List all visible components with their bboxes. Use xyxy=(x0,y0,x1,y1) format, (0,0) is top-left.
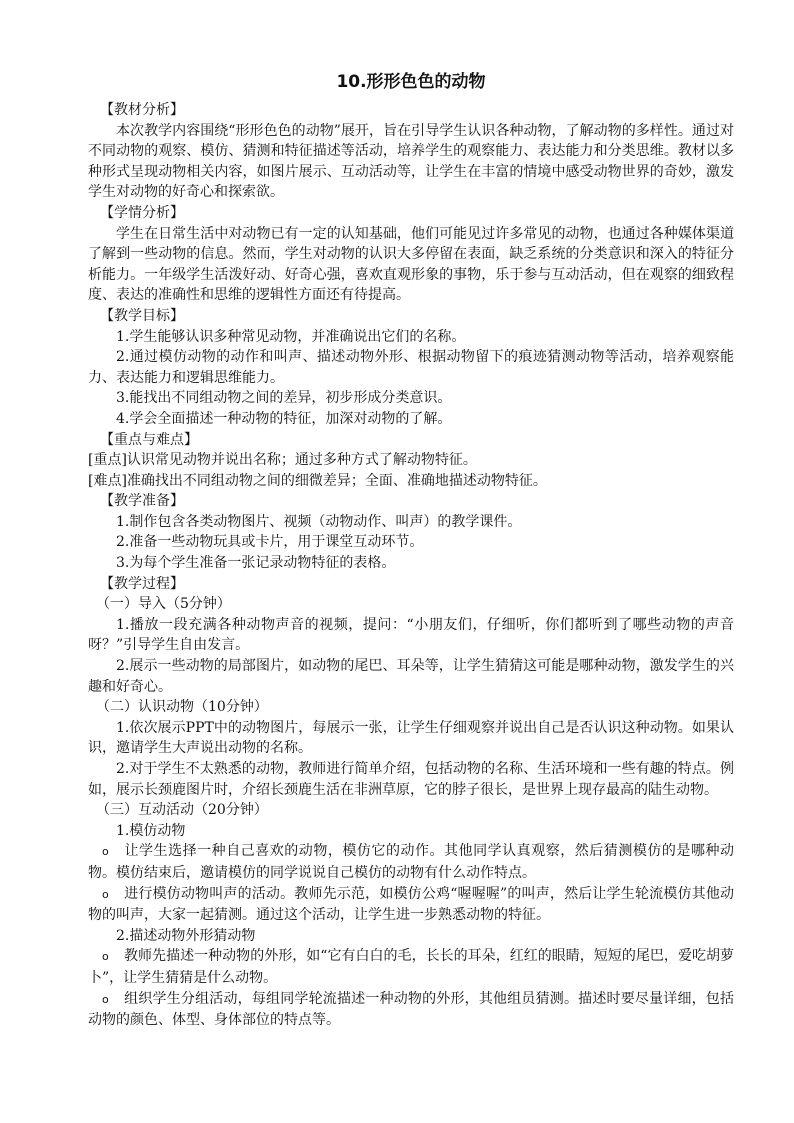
section-heading: 【重点与难点】 xyxy=(100,431,198,448)
subsection-title: （三）互动活动（20分钟） xyxy=(96,802,268,819)
list-item: 2.通过模仿动物的动作和叫声、描述动物外形、根据动物留下的痕迹猜测动物等活动，培养观察能力、表达能力和逻辑思维能力。 xyxy=(88,349,734,386)
list-item: 4.学会全面描述一种动物的特征，加深对动物的了解。 xyxy=(116,410,452,427)
bullet-item xyxy=(88,841,734,883)
activity-title: 2.描述动物外形猜动物 xyxy=(116,927,256,944)
key-point: [重点]认识常见动物并说出名称；通过多种方式了解动物特征。 xyxy=(88,452,477,469)
bullet-text: 组织学生分组活动，每组同学轮流描述一种动物的外形，其他组员猜测。描述时要尽量详细，包括动物的颜色、体型、身体部位的特点等。 xyxy=(88,990,734,1029)
section-heading: 【教学准备】 xyxy=(100,493,184,510)
section-heading: 【教材分析】 xyxy=(100,102,184,118)
bullet-marker: o xyxy=(102,887,109,901)
list-item: 1.制作包含各类动物图片、视频（动物动作、叫声）的教学课件。 xyxy=(116,513,522,530)
bullet-text: 让学生选择一种自己喜欢的动物，模仿它的动作。其他同学认真观察，然后猜测模仿的是哪种动物。模仿结束后，邀请模仿的同学说说自己模仿的动物有什么动作特点。 xyxy=(88,843,734,881)
subsection-title: （二）认识动物（10分钟） xyxy=(96,699,268,716)
bullet-text: 教师先描述一种动物的外形，如“它有白白的毛，长长的耳朵，红红的眼睛，短短的尾巴，爱吃胡萝卜”，让学生猜猜是什么动物。 xyxy=(88,948,734,986)
list-item: 2.准备一些动物玩具或卡片，用于课堂互动环节。 xyxy=(116,534,424,551)
bullet-item xyxy=(88,946,734,988)
list-item: 1.播放一段充满各种动物声音的视频，提问：“小朋友们，仔细听，你们都听到了哪些动物的声音呀？”引导学生自由发言。 xyxy=(88,616,734,654)
section-heading: 【教学目标】 xyxy=(100,307,184,324)
bullet-item xyxy=(88,884,734,926)
list-item: 1.学生能够认识多种常见动物，并准确说出它们的名称。 xyxy=(116,328,466,345)
document-title: 10.形形色色的动物 xyxy=(336,72,486,92)
bullet-item xyxy=(88,989,734,1031)
difficult-point: [难点]准确找出不同组动物之间的细微差异；全面、准确地描述动物特征。 xyxy=(88,472,547,489)
list-item: 1.依次展示PPT中的动物图片，每展示一张，让学生仔细观察并说出自己是否认识这种动物。如果认识，邀请学生大声说出动物的名称。 xyxy=(88,719,734,757)
section-heading: 【教学过程】 xyxy=(100,575,184,592)
section-heading: 【学情分析】 xyxy=(100,204,184,221)
activity-title: 1.模仿动物 xyxy=(116,822,186,839)
list-item: 3.能找出不同组动物之间的差异，初步形成分类意识。 xyxy=(116,390,452,407)
list-item: 2.展示一些动物的局部图片，如动物的尾巴、耳朵等，让学生猜猜这可能是哪种动物，激发学生的兴趣和好奇心。 xyxy=(88,658,734,695)
subsection-title: （一）导入（5分钟） xyxy=(96,596,231,613)
list-item: 2.对于学生不太熟悉的动物，教师进行简单介绍，包括动物的名称、生活环境和一些有趣的特点。例如，展示长颈鹿图片时，介绍长颈鹿生活在非洲草原，它的脖子很长，是世界上现存最高的陆生动物。 xyxy=(88,761,734,798)
paragraph: 本次教学内容围绕“形形色色的动物”展开，旨在引导学生认识各种动物，了解动物的多样性。通过对不同动物的观察、模仿、猜测和特征描述等活动，培养学生的观察能力、表达能力和分类思维。教材以多种形式呈现动物相关内容，如图片展示、互动活动等，让学生在丰富的情境中感受动物世界的奇妙，激发学生对动物的好奇心和探索欲。 xyxy=(88,122,734,201)
bullet-marker: o xyxy=(102,845,109,859)
paragraph: 学生在日常生活中对动物已有一定的认知基础，他们可能见过许多常见的动物，也通过各种媒体渠道了解到一些动物的信息。然而，学生对动物的认识大多停留在表面，缺乏系统的分类意识和深入的特征分析能力。一年级学生活泼好动、好奇心强，喜欢直观形象的事物，乐于参与互动活动，但在观察的细致程度、表达的准确性和思维的逻辑性方面还有待提高。 xyxy=(88,225,734,304)
bullet-marker: o xyxy=(102,950,109,964)
list-item: 3.为每个学生准备一张记录动物特征的表格。 xyxy=(116,555,396,572)
bullet-text: 进行模仿动物叫声的活动。教师先示范，如模仿公鸡“喔喔喔”的叫声，然后让学生轮流模仿其他动物的叫声，大家一起猜测。通过这个活动，让学生进一步熟悉动物的特征。 xyxy=(88,885,734,924)
bullet-marker: o xyxy=(102,992,109,1006)
